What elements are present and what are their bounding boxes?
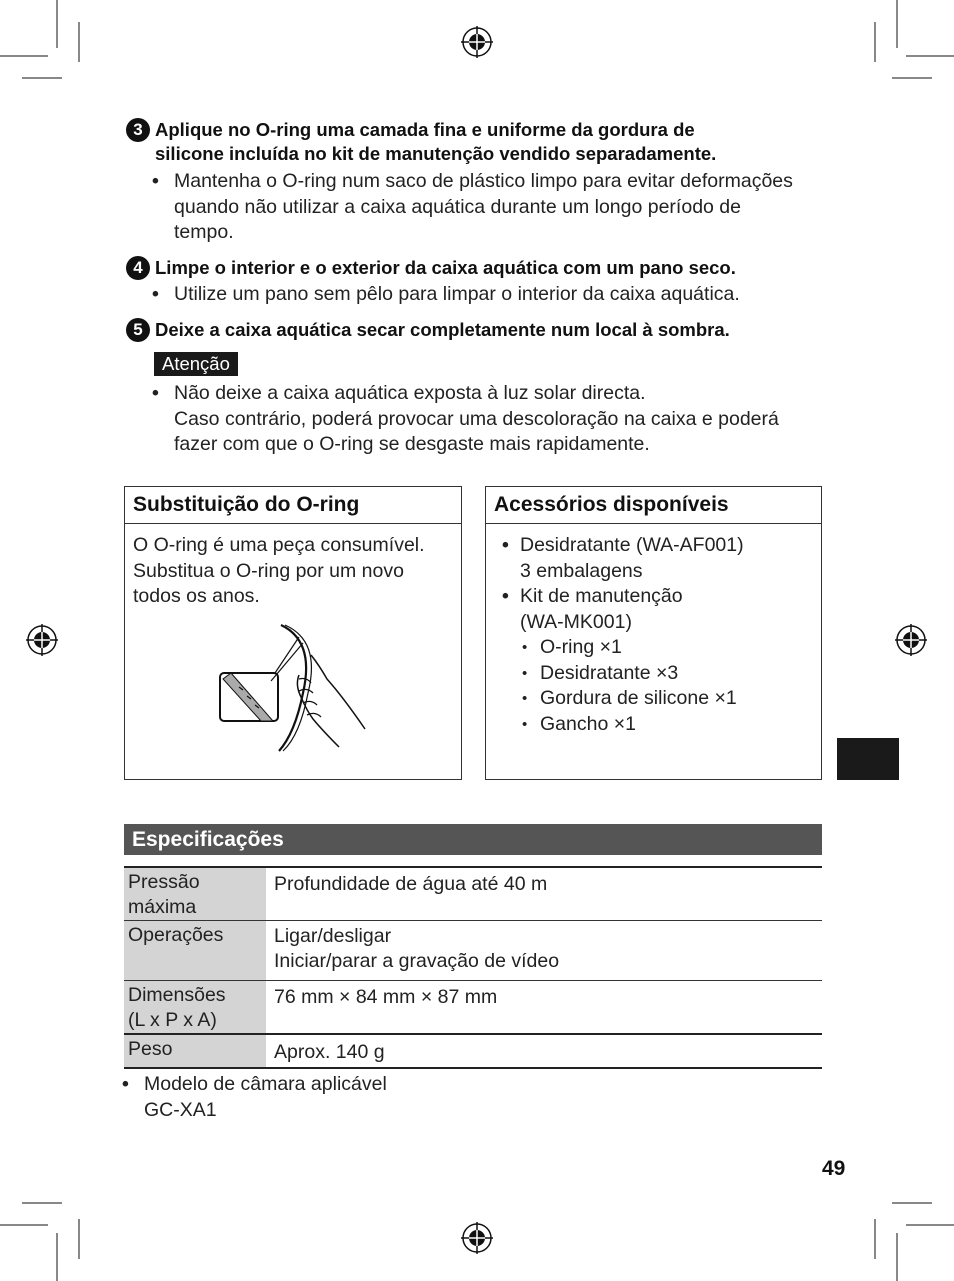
registration-mark-icon bbox=[461, 26, 493, 58]
registration-mark-icon bbox=[461, 1222, 493, 1254]
caution-label: Atenção bbox=[154, 352, 238, 376]
step-number-5: 5 bbox=[126, 318, 150, 342]
list-item: • Kit de manutenção (WA-MK001) bbox=[494, 584, 813, 635]
table-row bbox=[124, 981, 822, 1035]
registration-mark-icon bbox=[895, 624, 927, 656]
registration-mark-icon bbox=[26, 624, 58, 656]
step-number-3: 3 bbox=[126, 118, 150, 142]
kit-content-item: • Gordura de silicone ×1 bbox=[494, 686, 813, 712]
spec-key: Peso bbox=[124, 1034, 266, 1068]
kit-content-item: • O-ring ×1 bbox=[494, 635, 813, 661]
step-3 bbox=[126, 118, 826, 166]
specifications-heading: Especificações bbox=[124, 824, 822, 855]
oring-box-text: O O-ring é uma peça consumível. Substitua o O-ring por um novo todos os anos. bbox=[133, 534, 425, 607]
spec-key: Operações bbox=[124, 921, 266, 981]
step-4 bbox=[126, 256, 826, 280]
step-4-bullet: • Utilize um pano sem pêlo para limpar o interior da caixa aquática. bbox=[152, 283, 740, 305]
spec-value: Aprox. 140 g bbox=[274, 1041, 385, 1063]
step-5-bullet: • Não deixe a caixa aquática exposta à luz solar directa. Caso contrário, poderá provocar uma descoloração na caixa e poderá fazer com que o O-ring se desgaste mais rapidamente. bbox=[152, 382, 779, 455]
step-5 bbox=[126, 318, 826, 342]
oring-replacement-box bbox=[124, 486, 462, 780]
step-3-bullet: • Mantenha o O-ring num saco de plástico limpo para evitar deformações quando não utilizar a caixa aquática durante um longo período de tempo. bbox=[152, 170, 793, 243]
accessories-list bbox=[494, 533, 813, 737]
accessories-box bbox=[485, 486, 822, 780]
specifications-table bbox=[124, 866, 822, 1069]
page-number: 49 bbox=[822, 1157, 846, 1180]
spec-key: Dimensões (L x P x A) bbox=[124, 981, 266, 1035]
spec-value: Profundidade de água até 40 m bbox=[274, 873, 548, 895]
section-tab-marker bbox=[837, 738, 899, 780]
oring-box-title: Substituição do O-ring bbox=[125, 487, 461, 524]
spec-key: Pressão máxima bbox=[124, 867, 266, 921]
oring-replacement-illustration bbox=[215, 621, 375, 761]
table-row bbox=[124, 1034, 822, 1068]
step-5-heading: Deixe a caixa aquática secar completamente num local à sombra. bbox=[155, 319, 730, 340]
accessories-box-title: Acessórios disponíveis bbox=[486, 487, 821, 524]
step-3-heading: Aplique no O-ring uma camada fina e uniforme da gordura de silicone incluída no kit de manutenção vendido separadamente. bbox=[155, 119, 717, 164]
kit-content-item: • Desidratante ×3 bbox=[494, 661, 813, 687]
spec-value: Ligar/desligar Iniciar/parar a gravação de vídeo bbox=[274, 925, 560, 972]
kit-content-item: • Gancho ×1 bbox=[494, 712, 813, 738]
spec-value: 76 mm × 84 mm × 87 mm bbox=[274, 986, 498, 1008]
table-row bbox=[124, 867, 822, 921]
step-number-4: 4 bbox=[126, 256, 150, 280]
list-item: • Desidratante (WA-AF001) 3 embalagens bbox=[494, 533, 813, 584]
footnote-bullet: • Modelo de câmara aplicável GC-XA1 bbox=[122, 1073, 387, 1121]
step-4-heading: Limpe o interior e o exterior da caixa aquática com um pano seco. bbox=[155, 257, 736, 278]
table-row bbox=[124, 921, 822, 981]
